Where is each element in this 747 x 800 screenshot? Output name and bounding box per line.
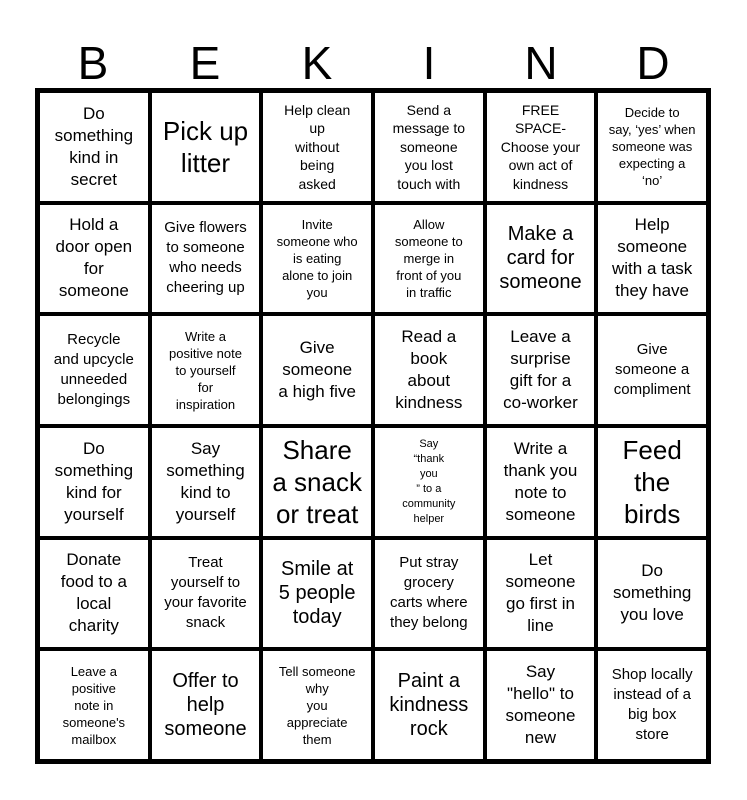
- cell-text: Put stray grocery carts where they belong: [390, 554, 468, 632]
- cell-text: FREE SPACE- Choose your own act of kindness: [500, 101, 581, 192]
- bingo-cell[interactable]: [596, 538, 708, 650]
- cell-text: Give someone a compliment: [613, 341, 691, 399]
- cell-text: Say "hello" to someone new: [505, 662, 576, 748]
- bingo-cell[interactable]: [150, 649, 262, 761]
- bingo-cell[interactable]: [485, 314, 597, 426]
- header-letter-i: I: [422, 37, 436, 89]
- header-letter-d: D: [636, 37, 670, 89]
- cell-text: Do something kind in secret: [54, 103, 134, 189]
- bingo-header: [37, 38, 709, 88]
- cell-text: Leave a positive note in someone's mailbox: [62, 663, 126, 747]
- cell-text: Feed the birds: [622, 434, 682, 529]
- cell-text: Give someone a high five: [278, 338, 356, 402]
- bingo-cell[interactable]: [596, 314, 708, 426]
- bingo-cell[interactable]: [596, 91, 708, 203]
- cell-text: Make a card for someone: [499, 223, 582, 294]
- cell-text: Treat yourself to your favorite snack: [164, 554, 247, 632]
- cell-text: Say “thank you ” to a community helper: [402, 437, 456, 525]
- bingo-cell[interactable]: [150, 314, 262, 426]
- bingo-cell[interactable]: [485, 649, 597, 761]
- bingo-cell[interactable]: [373, 91, 485, 203]
- bingo-cell[interactable]: [150, 91, 262, 203]
- bingo-cell[interactable]: [261, 649, 373, 761]
- cell-text: Say something kind to yourself: [166, 438, 245, 524]
- cell-text: Leave a surprise gift for a co-worker: [503, 327, 578, 413]
- bingo-cell[interactable]: [485, 426, 597, 538]
- cell-text: Offer to help someone: [164, 670, 247, 741]
- cell-text: Read a book about kindness: [395, 327, 463, 413]
- bingo-grid: [35, 88, 711, 764]
- bingo-cell[interactable]: [150, 203, 262, 315]
- cell-text: Decide to say, ‘yes’ when someone was expecting a ‘no’: [608, 105, 696, 189]
- bingo-cell[interactable]: [38, 426, 150, 538]
- bingo-cell[interactable]: [38, 91, 150, 203]
- cell-text: Send a message to someone you lost touch with: [392, 101, 465, 192]
- bingo-cell[interactable]: [150, 538, 262, 650]
- cell-text: Write a thank you note to someone: [503, 438, 578, 524]
- cell-text: Do something you love: [612, 561, 692, 625]
- bingo-cell[interactable]: [261, 91, 373, 203]
- bingo-cell[interactable]: [261, 203, 373, 315]
- cell-text: Recycle and upcycle unneeded belongings: [53, 331, 134, 409]
- bingo-cell[interactable]: [373, 426, 485, 538]
- bingo-cell[interactable]: [373, 649, 485, 761]
- cell-text: Shop locally instead of a big box store: [611, 666, 693, 744]
- cell-text: Invite someone who is eating alone to join you: [276, 216, 358, 300]
- cell-text: Hold a door open for someone: [55, 215, 133, 301]
- bingo-cell[interactable]: [38, 314, 150, 426]
- bingo-cell[interactable]: [38, 649, 150, 761]
- header-letter-k: K: [301, 37, 333, 89]
- free-space-cell[interactable]: [485, 91, 597, 203]
- bingo-cell[interactable]: [373, 203, 485, 315]
- bingo-cell[interactable]: [261, 314, 373, 426]
- bingo-cell[interactable]: [261, 538, 373, 650]
- bingo-cell[interactable]: [485, 203, 597, 315]
- bingo-cell[interactable]: [596, 203, 708, 315]
- cell-text: Allow someone to merge in front of you in traffic: [394, 216, 463, 300]
- bingo-cell[interactable]: [150, 426, 262, 538]
- cell-text: Paint a kindness rock: [389, 670, 469, 741]
- bingo-cell[interactable]: [38, 203, 150, 315]
- bingo-cell[interactable]: [596, 649, 708, 761]
- cell-text: Give flowers to someone who needs cheering up: [164, 219, 247, 297]
- header-letter-n: N: [524, 37, 558, 89]
- bingo-cell[interactable]: [261, 426, 373, 538]
- header-letter-e: E: [189, 37, 221, 89]
- cell-text: Pick up litter: [162, 115, 249, 178]
- cell-text: Tell someone why you appreciate them: [278, 663, 356, 747]
- bingo-cell[interactable]: [373, 538, 485, 650]
- cell-text: Donate food to a local charity: [60, 550, 127, 636]
- bingo-cell[interactable]: [38, 538, 150, 650]
- header-letter-b: B: [77, 37, 109, 89]
- cell-text: Help clean up without being asked: [284, 101, 351, 192]
- cell-text: Share a snack or treat: [272, 434, 362, 529]
- cell-text: Let someone go first in line: [505, 550, 576, 636]
- bingo-cell[interactable]: [485, 538, 597, 650]
- cell-text: Smile at 5 people today: [278, 558, 356, 629]
- bingo-cell[interactable]: [596, 426, 708, 538]
- cell-text: Write a positive note to yourself for inspiration: [168, 328, 242, 412]
- bingo-cell[interactable]: [373, 314, 485, 426]
- cell-text: Do something kind for yourself: [54, 438, 134, 524]
- cell-text: Help someone with a task they have: [612, 215, 693, 301]
